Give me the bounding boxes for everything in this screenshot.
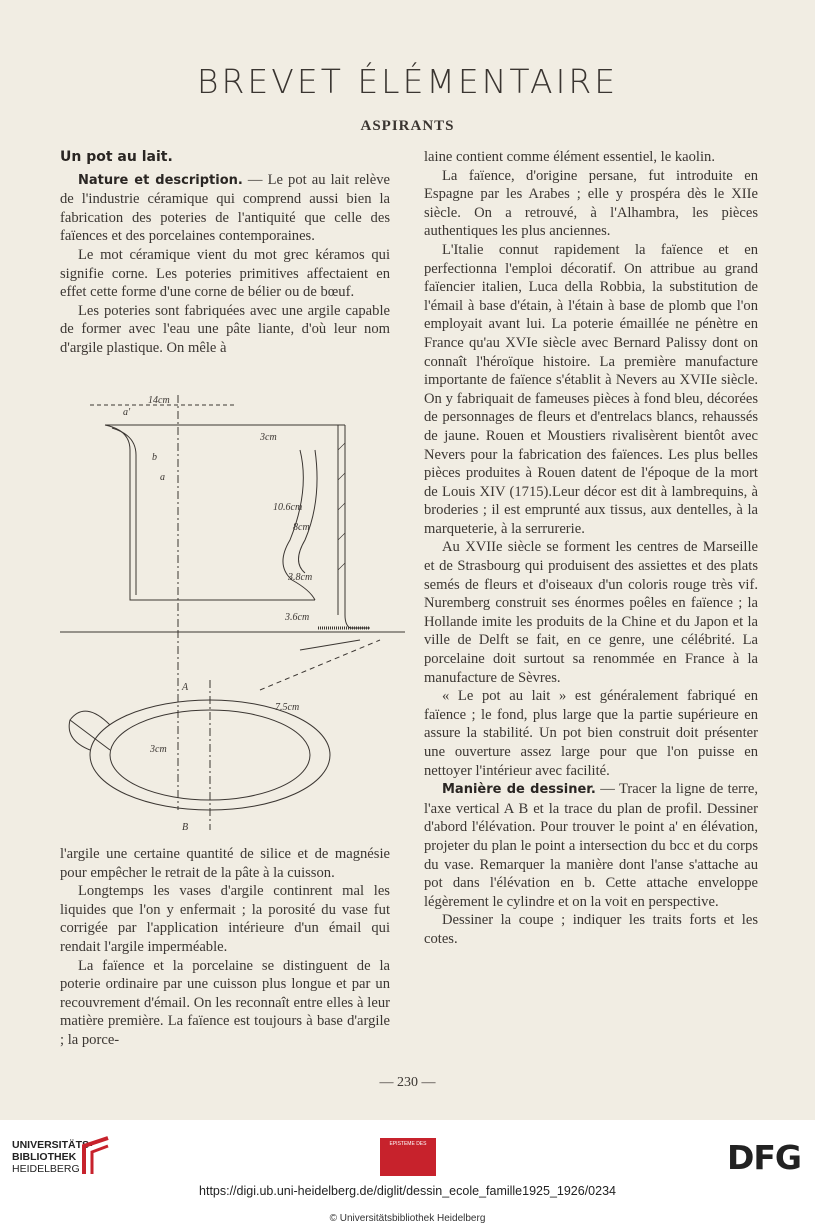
dim-label: 3cm bbox=[260, 432, 277, 443]
left-paragraph-3: Les poteries sont fabriquées avec une argile capable de former avec l'eau une pâte liante, d'où leur nom d'argile plastique. On mêle à bbox=[60, 302, 390, 356]
dim-label: 3.6cm bbox=[285, 612, 310, 623]
left-column-top bbox=[60, 148, 390, 358]
episteme-logo[interactable]: EPISTEME DES bbox=[380, 1138, 436, 1176]
right-paragraph-6: Manière de dessiner. — Tracer la ligne de terre, l'axe vertical A B et la trace du plan de profil. Dessiner d'abord l'élévation. Pour trouver le point a' en élévation, projeter du plan le point a intersection du bcc et du corps du vase. Remarquer la manière dont l'anse s'attache au pot dans l'élévation en b. Cette attache enveloppe légèrement le cylindre et on la voit en perspective. bbox=[424, 781, 759, 910]
left-paragraph-5: Longtemps les vases d'argile continrent mal les liquides que l'on y enfermait ; la porosité du vase fut corrigée par l'application intérieure d'un émail qui rendait l'argile imperméable. bbox=[60, 883, 390, 955]
right-paragraph-3: L'Italie connut rapidement la faïence et en perfectionna l'emploi décoratif. On attribue au grand faïencier italien, Luca della Robbia, la substitution de l'émail à base d'étain, à l'étain à base de plomb que l'on employait avant lui. La poterie émaillée ne pénètre en France qu'au XVIe siècle avec Bernard Palissy dont on connaît l'héroïque histoire. La première manufacture importante de faïence s'établit à Nevers au XVIIe siècle. On y fabriquait de fameuses pièces à fond bleu, décorées de personnages de fleurs et d'entrelacs blancs, rehaussés de jaune. Rouen et Moustiers rivalisèrent bientôt avec Nevers pour la fabrication des faïences. Les plus belles pièces produites à Rouen datent de l'époque de la mort de Louis XIV (1715).Leur décor est dit à lambrequins, à broderies ; il est emprunté aux tissus, aux dentelles, à la marqueterie, à la serrurerie. bbox=[424, 241, 758, 537]
right-paragraph-4: Au XVIIe siècle se forment les centres de Marseille et de Strasbourg qui produisent des assiettes et des plats semés de fleurs et d'oiseaux d'un coloris rouge très vif. Nuremberg construit ses énormes poêles en faïence ; la Hollande imite les produits de la Chine et du Japon et la ville de Delft se fait, en ce genre, une célébrité. La porcelaine doit surtout sa renommée en France à la manufacture de Sèvres. bbox=[424, 539, 758, 686]
right-paragraph-1: laine contient comme élément essentiel, le kaolin. bbox=[424, 149, 715, 165]
point-label: B bbox=[182, 822, 189, 833]
point-label: b bbox=[152, 452, 157, 463]
section-heading: Un pot au lait. bbox=[60, 149, 173, 165]
right-paragraph-5: « Le pot au lait » est généralement fabriqué en faïence ; le fond, plus large que la partie supérieure en assure la stabilité. Un pot bien construit doit présenter une ouverture assez large pour que l'on puisse en nettoyer l'intérieur avec facilité. bbox=[424, 688, 758, 779]
left-paragraph-2: Le mot céramique vient du mot grec kéramos qui signifie corne. Les poteries primitives affectaient en effet cette forme d'une corne de bélier ou de bœuf. bbox=[60, 246, 390, 301]
dim-label: 8cm bbox=[293, 522, 310, 533]
right-paragraph-7: Dessiner la coupe ; indiquer les traits forts et les cotes. bbox=[424, 912, 758, 947]
dim-label: 3.8cm bbox=[288, 572, 313, 583]
point-label: A bbox=[182, 682, 189, 693]
copyright-notice: © Universitätsbibliothek Heidelberg bbox=[329, 1213, 486, 1224]
page-title: BREVET ÉLÉMENTAIRE bbox=[196, 62, 619, 101]
page-number: — 230 — bbox=[379, 1075, 436, 1090]
dim-label: 14cm bbox=[148, 395, 170, 406]
right-paragraph-2: La faïence, d'origine persane, fut introduite en Espagne par les Arabes ; elle y prospéra dès le XIIe siècle. On a retrouvé, à l'Alhambra, les pièces authentiques les plus anciennes. bbox=[424, 167, 758, 240]
dfg-logo[interactable]: DFG bbox=[727, 1138, 802, 1177]
milk-pot-technical-drawing bbox=[60, 390, 410, 840]
viewer-footer bbox=[0, 1120, 815, 1231]
left-paragraph-1: Nature et description. — Le pot au lait relève de l'industrie céramique qui comprend aussi bien la fabrication des poteries de l'antiquité que celle des faïences et des porcelaines contemporaines. bbox=[60, 171, 390, 245]
point-label: a' bbox=[123, 407, 131, 418]
point-label: a bbox=[160, 472, 165, 483]
library-name[interactable]: UNIVERSITÄTS- BIBLIOTHEK HEIDELBERG bbox=[12, 1139, 93, 1175]
heidelberg-logo-icon bbox=[80, 1134, 114, 1178]
page-subtitle: ASPIRANTS bbox=[360, 118, 455, 134]
dim-label: 10.6cm bbox=[273, 502, 303, 513]
permalink-url[interactable]: https://digi.ub.uni-heidelberg.de/diglit/dessin_ecole_famille1925_1926/0234 bbox=[199, 1184, 616, 1198]
run-in-heading-nature: Nature et description. bbox=[78, 172, 243, 188]
left-paragraph-4: l'argile une certaine quantité de silice et de magnésie pour empêcher le retrait de la pâte à la cuisson. bbox=[60, 846, 390, 881]
dim-label: 7.5cm bbox=[275, 702, 300, 713]
left-column-bottom bbox=[60, 845, 390, 1050]
right-column bbox=[424, 148, 758, 949]
dim-label: 3cm bbox=[150, 744, 167, 755]
left-paragraph-6: La faïence et la porcelaine se distinguent de la poterie ordinaire par une cuisson plus longue et par un recouvrement d'émail. On les reconnaît entre elles à leur matière première. La faïence est toujours à base d'argile ; la porce- bbox=[60, 957, 390, 1048]
run-in-heading-dessiner: Manière de dessiner. bbox=[442, 782, 596, 798]
